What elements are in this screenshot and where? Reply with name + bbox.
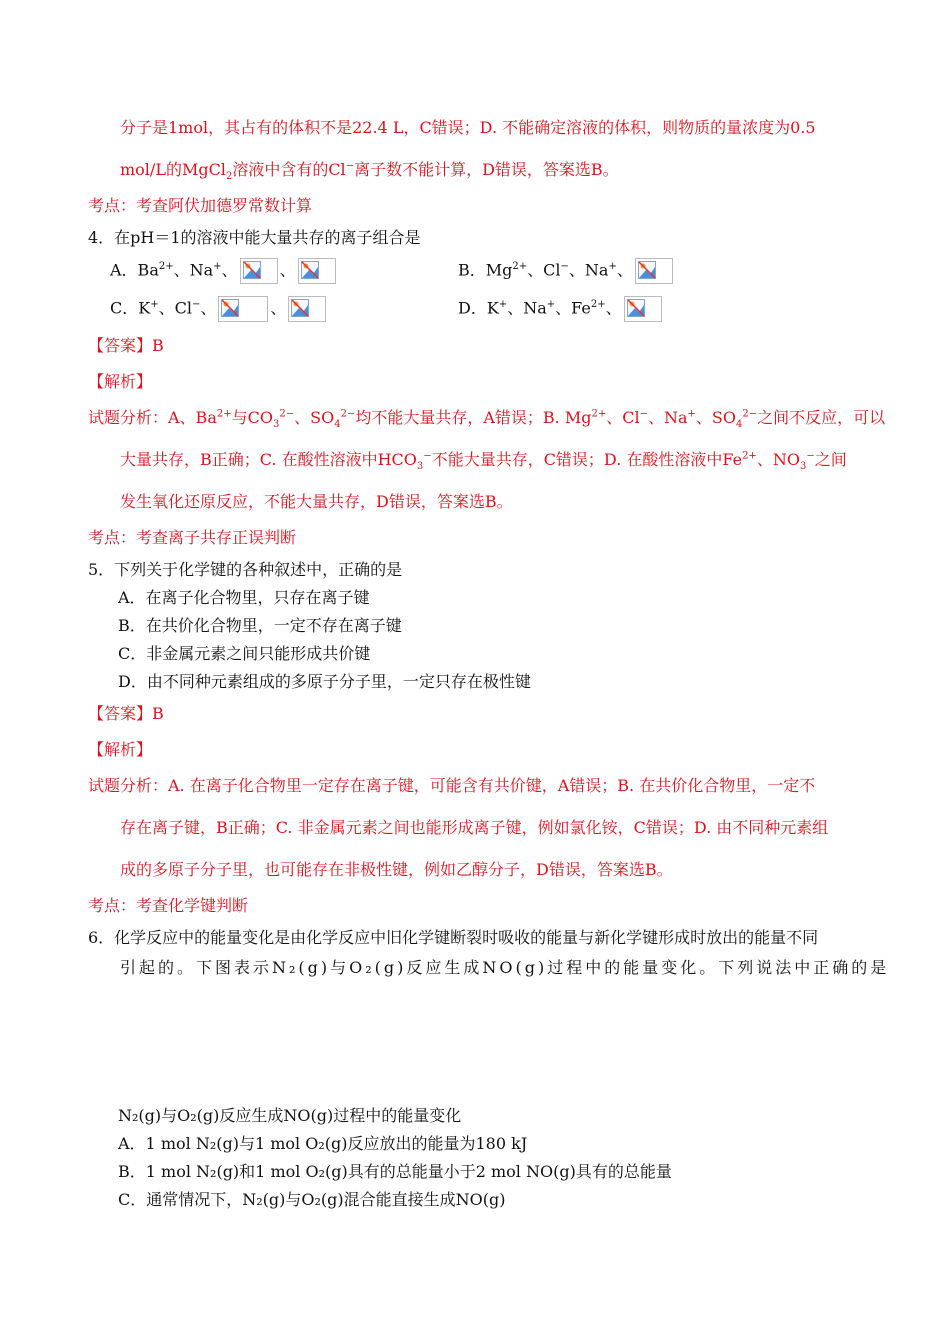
q5-analysis-line2: 存在离子键，B正确；C. 非金属元素之间也能形成离子键，例如氯化铵，C错误；D. 由不同种元素组 xyxy=(120,818,829,837)
q6-option-c: C．通常情况下，N₂(g)与O₂(g)混合能直接生成NO(g) xyxy=(118,1190,506,1209)
q4-analysis-line1: 试题分析：A、$Ba^{2+}$与$CO_3^{2-}$、$SO_4^{2-}$均不能大量共存，A错误；B. $Mg^{2+}$、Cl−、Na+、$SO_4^{2-}$之间不反应，可以 xyxy=(88,408,886,431)
q3-analysis-line2: mol/L的MgCl$_2$溶液中含有的Cl−离子数不能计算，D错误，答案选B。 xyxy=(120,160,619,183)
q4-analysis-line2: 大量共存，B正确；C. 在酸性溶液中$HCO_3^-$不能大量共存，C错误；D. 在酸性溶液中$Fe^{2+}$、$NO_3^-$之间 xyxy=(120,450,847,473)
q6-stem-line1: 6．化学反应中的能量变化是由化学反应中旧化学键断裂时吸收的能量与新化学键形成时放出的能量不同 xyxy=(88,928,819,947)
q5-answer: 【答案】B xyxy=(88,704,164,723)
broken-image-icon xyxy=(218,296,268,322)
q4-analysis-line3: 发生氧化还原反应，不能大量共存，D错误，答案选B。 xyxy=(120,492,513,511)
q3-point: 考点：考查阿伏加德罗常数计算 xyxy=(88,196,313,215)
q5-option-d: D．由不同种元素组成的多原子分子里，一定只存在极性键 xyxy=(118,672,531,691)
q5-option-c: C．非金属元素之间只能形成共价键 xyxy=(118,644,371,663)
q5-analysis-line1: 试题分析：A. 在离子化合物里一定存在离子键，可能含有共价键，A错误；B. 在共价化合物里，一定不 xyxy=(88,776,816,795)
q4-analysis-label: 【解析】 xyxy=(88,372,153,391)
q6-option-b: B．1 mol N₂(g)和1 mol O₂(g)具有的总能量小于2 mol NO(g)具有的总能量 xyxy=(118,1162,672,1181)
q4-stem: 4．在pH＝1的溶液中能大量共存的离子组合是 xyxy=(88,228,421,247)
q6-figure-caption: N₂(g)与O₂(g)反应生成NO(g)过程中的能量变化 xyxy=(118,1106,462,1125)
q5-stem: 5．下列关于化学键的各种叙述中，正确的是 xyxy=(88,560,403,579)
broken-image-icon xyxy=(298,258,336,284)
broken-image-icon xyxy=(288,296,326,322)
broken-image-icon xyxy=(624,296,662,322)
q5-option-a: A．在离子化合物里，只存在离子键 xyxy=(118,588,370,607)
q4-option-a: A．$Ba^{2+}$、Na+、 、 xyxy=(110,258,338,284)
q4-option-c: C．K+、Cl−、 、 xyxy=(110,296,328,322)
q4-answer: 【答案】B xyxy=(88,336,164,355)
q4-option-b: B．$Mg^{2+}$、Cl−、Na+、 xyxy=(458,258,675,284)
q4-point: 考点：考查离子共存正误判断 xyxy=(88,528,297,547)
q3-analysis-line1: 分子是1mol，其占有的体积不是22.4 L，C错误；D. 不能确定溶液的体积，则物质的量浓度为0.5 xyxy=(120,118,816,137)
broken-image-icon xyxy=(635,258,673,284)
q5-analysis-line3: 成的多原子分子里，也可能存在非极性键，例如乙醇分子，D错误，答案选B。 xyxy=(120,860,673,879)
q5-point: 考点：考查化学键判断 xyxy=(88,896,249,915)
q5-option-b: B．在共价化合物里，一定不存在离子键 xyxy=(118,616,402,635)
q6-stem-line2: 引起的。下图表示N₂(g)与O₂(g)反应生成NO(g)过程中的能量变化。下列说法中正确的是 xyxy=(120,958,890,977)
q6-option-a: A．1 mol N₂(g)与1 mol O₂(g)反应放出的能量为180 kJ xyxy=(118,1134,528,1153)
q4-option-d: D．K+、Na+、$Fe^{2+}$、 xyxy=(458,296,664,322)
q5-analysis-label: 【解析】 xyxy=(88,740,153,759)
broken-image-icon xyxy=(240,258,278,284)
